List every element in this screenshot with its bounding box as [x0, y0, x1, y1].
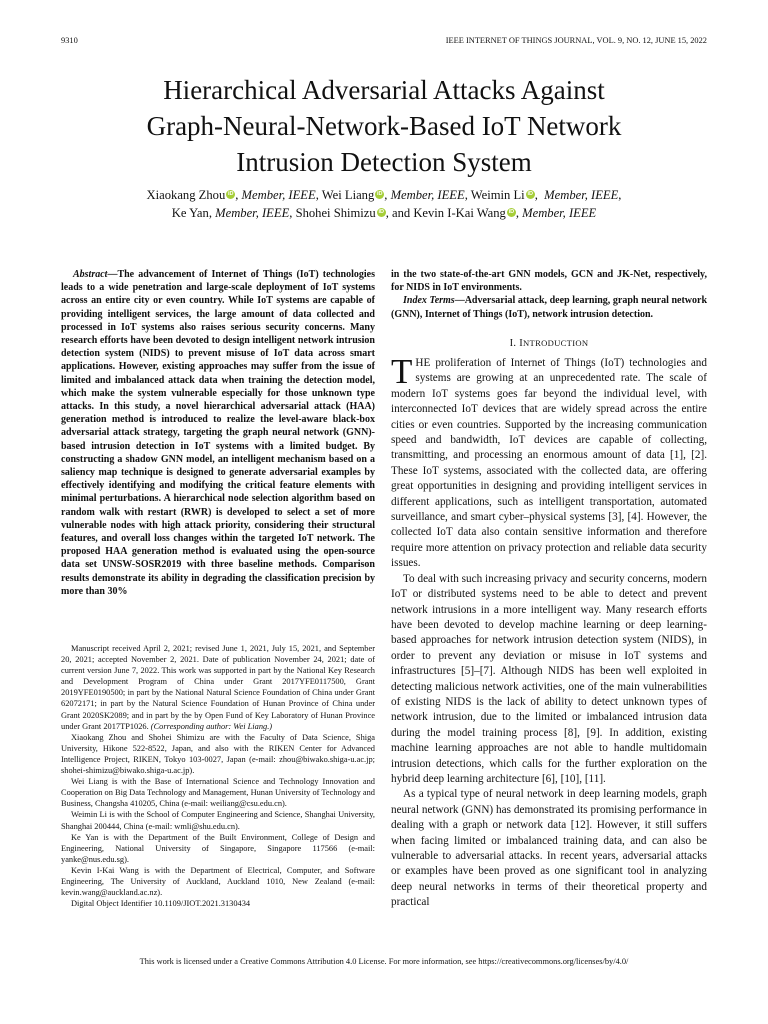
conjunction: and	[391, 206, 411, 220]
manuscript-note: Manuscript received April 2, 2021; revised June 1, 2021, July 15, 2021, and September 20, 2021; accepted November 2, 2021. Date of publication November 24, 2021; date of current version June 7, 2022. This work was supported in part by the National Key Research and Development Program of China under Grant 2017YFE0117500, Grant 2019YFE0190500; in part by the National Natural Science Foundation of China under Grant 62072171; in part by the Natural Science Foundation of Hunan Province of China under Grant 2020SK2089; and in part by the by Open Fund of Key Laboratory of Hunan Province under Grant 2017TP1026. (Corresponding author: Wei Liang.)	[61, 644, 375, 731]
title-line: Intrusion Detection System	[236, 147, 532, 177]
doi-note: Digital Object Identifier 10.1109/JIOT.2021.3130434	[71, 899, 251, 909]
license-footer: This work is licensed under a Creative Commons Attribution 4.0 License. For more information, see https://creativecommons.org/licenses/by/4.0/	[139, 957, 629, 966]
author-membership: Member, IEEE	[544, 188, 619, 202]
abstract-label: Abstract	[73, 269, 108, 280]
affiliation-note: Xiaokang Zhou and Shohei Shimizu are with the Faculty of Data Science, Shiga University, Hikone 522-8522, Japan, and also with the RIKEN Center for Advanced Intelligence Project, RIKEN, Tokyo 103-0027, Japan (e-mail: zhou@biwako.shiga-u.ac.jp; shohei-shimizu@biwako.shiga-u.ac.jp).	[61, 732, 375, 776]
author-line-2: Ke Yan, Member, IEEE, Shohei Shimizu iD , and Kevin I-Kai Wang iD , Member, IEEE	[171, 206, 597, 220]
orcid-icon[interactable]: iD	[508, 209, 515, 215]
running-header	[61, 36, 707, 48]
page-number: 9310	[61, 36, 78, 45]
author-membership: Member, IEEE	[241, 188, 316, 202]
index-terms-text: Adversarial attack, deep learning, graph neural network (GNN), Internet of Things (IoT), network intrusion detection.	[391, 295, 708, 320]
index-terms: Index Terms—Adversarial attack, deep learning, graph neural network (GNN), Internet of Things (IoT), network intrusion detection.	[391, 295, 708, 320]
journal-name: IEEE INTERNET OF THINGS JOURNAL, VOL. 9, NO. 12, JUNE 15, 2022	[445, 36, 707, 45]
abstract: Abstract—The advancement of Internet of Things (IoT) technologies leads to a wide penetration and large-scale deployment of IoT systems across an entire city or even country. While IoT systems are capable of providing intelligent services, the large amount of data collected and processed in IoT systems also raises serious security concerns. Many research efforts have been devoted to design intelligent network intrusion detection system (NIDS) to prevent misuse of IoT data across smart applications. However, existing approaches may suffer from the issue of limited and imbalanced attack data when training the detection model, which make the system vulnerable especially for those unknown type attacks. In this study, a novel hierarchical adversarial attack (HAA) generation method is introduced to realize the level-aware black-box adversarial attack strategy, targeting the graph neural network (GNN)-based intrusion detection in IoT systems with a limited budget. By constructing a shadow GNN model, an intelligent mechanism based on a saliency map technique is designed to generate adversarial examples by effectively identifying and modifying the critical feature elements with minimal perturbations. A hierarchical node selection algorithm based on random walk with restart (RWR) is developed to select a set of more vulnerable nodes with high attack priority, considering their structural features, and overall loss changes within the targeted IoT network. The proposed HAA generation method is evaluated using the open-source data set UNSW-SOSR2019 with three baseline methods. Comparison results demonstrate its ability in degrading the classification precision by more than 30%	[61, 269, 375, 597]
affiliation-note: Weimin Li is with the School of Computer Engineering and Science, Shanghai University, Shanghai 200444, China (e-mail: wmli@shu.edu.cn).	[61, 810, 375, 831]
author-list	[61, 186, 707, 222]
author-name: Kevin I-Kai Wang	[413, 206, 506, 220]
abstract-continuation: in the two state-of-the-art GNN models, GCN and JK-Net, respectively, for NIDS in IoT environments.	[391, 269, 707, 294]
affiliation-note: Wei Liang is with the Base of International Science and Technology Innovation and Cooperation on Big Data Technology and Management, Hunan University of Technology and Business, Changsha 410205, China (e-mail: weiliang@csu.edu.cn).	[61, 777, 375, 809]
title-line: Graph-Neural-Network-Based IoT Network	[146, 111, 622, 141]
paragraph: To deal with such increasing privacy and security concerns, modern IoT or distributed systems need to be able to detect and prevent network intrusions in a more intelligent way. Many research efforts have been devoted to develop machine learning or deep learning-based approaches for network intrusion detection system (NIDS), in order to prevent any deviation or misuse in IoT systems and infrastructures [5]–[7]. Although NIDS has been well exploited in detecting malicious network activities, one of the main vulnerabilities of existing NIDS is the lack of ability to detect unknown types of network intrusion, due to the limited or imbalanced intrusion data during the model training process [8], [9]. In addition, existing machine learning approaches are not able to handle multidomain intrusion detections, which calls for the further exploration on the hybrid deep learning architecture [6], [10], [11].	[391, 572, 707, 785]
paragraph: As a typical type of neural network in deep learning models, graph neural network (GNN) has demonstrated its promising performance in dealing with a graph or network data [12]. However, it still suffers when facing limited or imbalanced training data, and can also be vulnerable to adversarial attacks. In recent years, adversarial attacks or examples have been proved as one significant tool in analyzing deep neural networks in terms of their theoretical property and practical	[391, 788, 707, 909]
intro-body	[391, 352, 707, 911]
drop-cap: T	[391, 352, 413, 392]
author-line-1: Xiaokang Zhou iD , Member, IEEE, Wei Liang iD , Member, IEEE, Weimin Li iD , Member, IEEE,	[146, 188, 622, 202]
paragraph: THE proliferation of Internet of Things (IoT) technologies and systems are growing at an unprecedented rate. The scale of modern IoT systems goes far beyond the individual level, with interconnected IoT devices that are widely spread across the entire cities or even countries. Supported by the increasing communication speed and bandwidth, IoT devices are capable of collecting, transmitting, and processing an enormous amount of data [1], [2]. These IoT systems, associated with the collected data, are offering great opportunities in designing and providing intelligent services in different applications, such as intelligent transportation, automated surveillance, and smart cyber–physical systems [3], [4]. However, the collected IoT data also contain sensitive information and therefore require more attention on privacy protection and reliable data security issues.	[391, 352, 707, 570]
orcid-icon[interactable]: iD	[378, 209, 384, 215]
title-line: Hierarchical Adversarial Attacks Against	[163, 75, 605, 105]
author-name: Wei Liang	[321, 188, 375, 202]
index-terms-label: Index Terms	[403, 295, 455, 307]
author-name: Ke Yan	[171, 206, 209, 220]
abstract-text: The advancement of Internet of Things (IoT) technologies leads to a wide penetration and large-scale deployment of IoT systems across an entire city or even country. While IoT systems are capable of providing intelligent services, the large amount of data collected and processed in IoT systems also raises serious security concerns. Many research efforts have been devoted to design intelligent network intrusion detection system (NIDS) to prevent misuse of IoT data across smart applications. However, existing approaches may suffer from the issue of limited and imbalanced attack data when training the detection model, which make the system vulnerable especially for those unknown type attacks. In this study, a novel hierarchical adversarial attack (HAA) generation method is introduced to realize the level-aware black-box adversarial attack strategy, targeting the graph neural network (GNN)-based intrusion detection in IoT systems with a limited budget. By constructing a shadow GNN model, an intelligent mechanism based on a saliency map technique is designed to generate adversarial examples by effectively identifying and modifying the critical feature elements with minimal perturbations. A hierarchical node selection algorithm based on random walk with restart (RWR) is developed to select a set of more vulnerable nodes with high attack priority, considering their structural features, and overall loss changes within the targeted IoT network. The proposed HAA generation method is evaluated using the open-source data set UNSW-SOSR2019 with three baseline methods. Comparison results demonstrate its ability in degrading the classification precision by more than 30%	[61, 269, 375, 597]
author-membership: Member, IEEE	[215, 206, 290, 220]
author-membership: Member, IEEE	[390, 188, 465, 202]
author-membership: Member, IEEE	[522, 206, 597, 220]
affiliation-note: Ke Yan is with the Department of the Built Environment, College of Design and Engineering, National University of Singapore, Singapore 117566 (e-mail: yanke@nus.edu.sg).	[61, 832, 375, 864]
paper-title	[61, 72, 707, 180]
author-name: Shohei Shimizu	[295, 206, 376, 220]
orcid-icon[interactable]: iD	[377, 191, 383, 197]
author-name: Weimin Li	[470, 188, 525, 202]
corresponding-author: (Corresponding author: Wei Liang.)	[150, 721, 273, 731]
author-name: Xiaokang Zhou	[146, 188, 226, 202]
orcid-icon[interactable]: iD	[527, 191, 533, 197]
affiliation-note: Kevin I-Kai Wang is with the Department of Electrical, Computer, and Software Engineering, The University of Auckland, Auckland 1010, New Zealand (e-mail: kevin.wang@auckland.ac.nz).	[61, 865, 375, 898]
orcid-icon[interactable]: iD	[228, 191, 234, 197]
section-heading: I. INTRODUCTION	[509, 337, 589, 349]
left-column	[61, 268, 375, 598]
footnotes	[61, 643, 375, 909]
right-column	[391, 268, 707, 911]
